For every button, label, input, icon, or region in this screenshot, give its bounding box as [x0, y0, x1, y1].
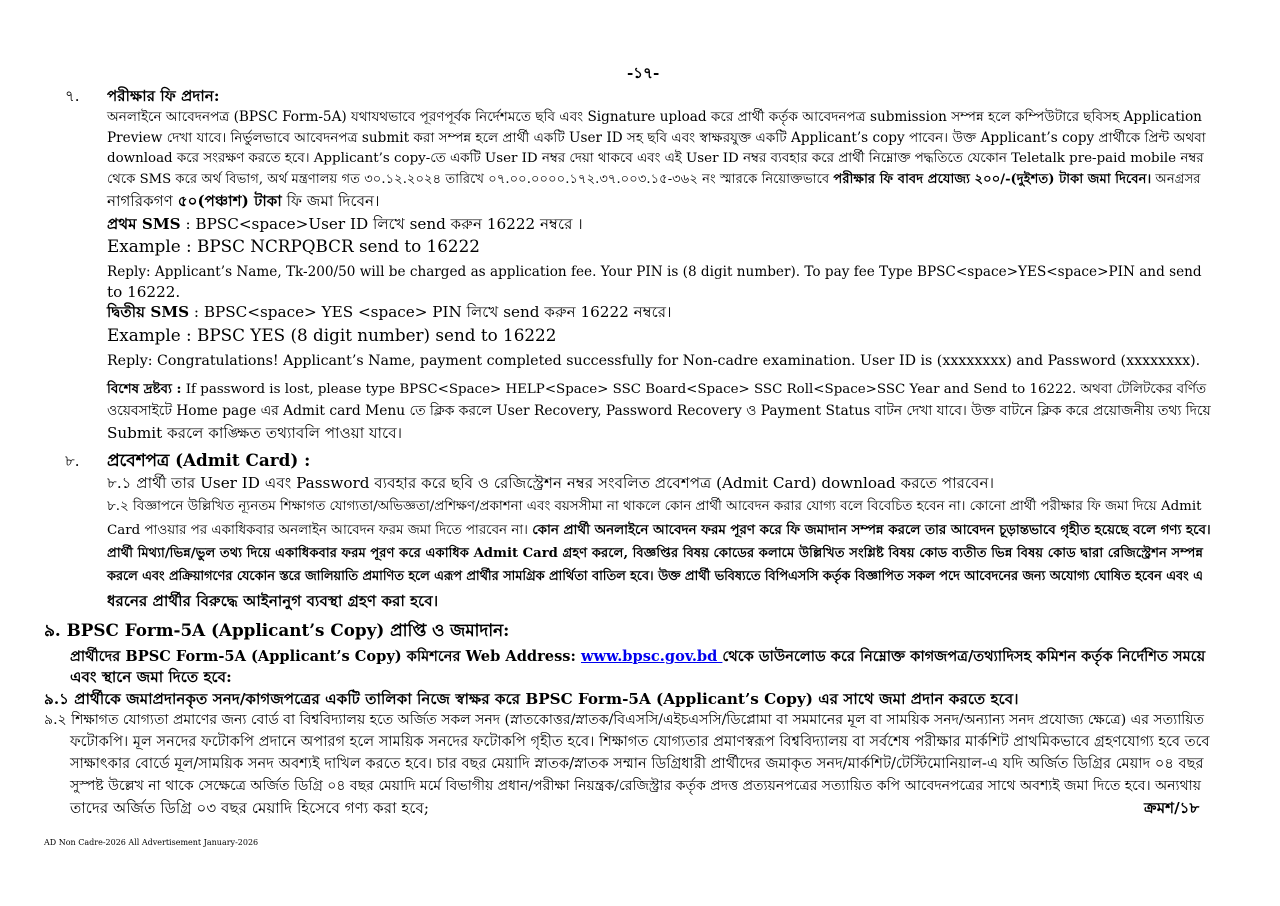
bpsc-website-link[interactable]: www.bpsc.gov.bd: [580, 648, 723, 665]
continued-marker: ক্রমশ/১৮: [1144, 799, 1200, 817]
s8-1-text: ৮.১ প্রার্থী তার User ID এবং Password ব্যবহার করে ছবি ও রেজিস্ট্রেশন নম্বর সংবলিত প্রবেশপত্র (Admit Card) download করতে পারবেন।: [107, 474, 995, 492]
s8-2-line-2: Card পাওয়ার পর একাধিকবার অনলাইন আবেদন ফরম জমা দিতে পারবেন না। কোন প্রার্থী অনলাইনে আবেদন ফরম পূরণ করে ফি জমাদান সম্পন্ন করলে তার আবেদন চূড়ান্তভাবে গৃহীত হয়েছে বলে গণ্য হবে।: [107, 522, 1211, 538]
s8-2-line-5: ধরনের প্রার্থীর বিরুদ্ধে আইনানুগ ব্যবস্থা গ্রহণ করা হবে।: [107, 592, 439, 610]
sms-1-reply-line-1: Reply: Applicant’s Name, Tk-200/50 will be charged as application fee. Your PIN is (8 digit number). To pay fee Type BPSC<space>YES<space>PIN and send: [107, 264, 1202, 280]
special-note-line-3: Submit করলে কাঙ্ক্ষিত তথ্যাবলি পাওয়া যাবে।: [107, 424, 403, 442]
s9-2-line-1: ৯.২ শিক্ষাগত যোগ্যতা প্রমাণের জন্য বোর্ড বা বিশ্ববিদ্যালয় হতে অর্জিত সকল সনদ (স্নাতকোত্তর/স্নাতক/বিএসসি/এইচএসসি/ডিপ্লোমা বা সমমানের মূল বা সাময়িক সনদ/অন্যান্য সনদ প্রযোজ্য ক্ষেত্রে) এর সত্যায়িত: [44, 712, 1205, 728]
s9-1-text: ৯.১ প্রার্থীকে জমাপ্রদানকৃত সনদ/কাগজপত্রের একটি তালিকা নিজে স্বাক্ষর করে BPSC Form-5A (Applicant’s Copy) এর সাথে জমা প্রদান করতে হবে।: [44, 690, 1019, 708]
s7-para-line-1: অনলাইনে আবেদনপত্র (BPSC Form-5A) যথাযথভাবে পূরণপূর্বক নির্দেশমতে ছবি এবং Signature upload করে প্রার্থী কর্তৃক আবেদনপত্র submission সম্পন্ন হলে কম্পিউটারে ছবিসহ Application: [107, 109, 1202, 125]
special-note-line-1: বিশেষ দ্রষ্টব্য : If password is lost, please type BPSC<Space> HELP<Space> SSC Board<Space> SSC Roll<Space>SSC Year and Send to 16222. অথবা টেলিটকের বর্ণিত: [107, 381, 1207, 397]
sms-2-label: দ্বিতীয় SMS: [107, 303, 190, 321]
sms-1-reply-line-2: to 16222.: [107, 283, 181, 301]
s9-2-line-5: তাদের অর্জিত ডিগ্রি ০৩ বছর মেয়াদি হিসেবে গণ্য করা হবে;: [70, 799, 430, 817]
s8-2-line-3: প্রার্থী মিথ্যা/ভিন্ন/ভুল তথ্য দিয়ে একাধিকবার ফরম পূরণ করে একাধিক Admit Card গ্রহণ করলে, বিজ্ঞপ্তির বিষয় কোডের কলামে উল্লিখিত সংশ্লিষ্ট বিষয় কোড ব্যতীত ভিন্ন বিষয় কোড দ্বারা রেজিস্ট্রেশন সম্পন্ন: [107, 546, 1204, 561]
s7-para-line-3: download করে সংরক্ষণ করতে হবে। Applicant’s copy-তে একটি User ID নম্বর দেয়া থাকবে এবং এই User ID নম্বর ব্যবহার করে প্রার্থী নিম্নোক্ত পদ্ধতিতে যেকোন Teletalk pre-paid mobile নম্বর: [107, 151, 1204, 166]
section-7-number: ৭.: [65, 87, 80, 105]
sms-1-example: Example : BPSC NCRPQBCR send to 16222: [107, 236, 480, 256]
sms-1-instruction: প্রথম SMS : BPSC<space>User ID লিখে send করুন 16222 নম্বরে ।: [107, 215, 583, 233]
s9-2-line-2: ফটোকপি। মূল সনদের ফটোকপি প্রদানে অপারগ হলে সাময়িক সনদের ফটোকপি গৃহীত হবে। শিক্ষাগত যোগ্যতার প্রমাণস্বরূপ বিশ্ববিদ্যালয় বা সর্বশেষ পরীক্ষার মার্কশিট প্রাথমিকভাবে গ্রহণযোগ্য হবে তবে: [70, 733, 1210, 750]
page-number: -১৭-: [627, 64, 660, 82]
s8-2-line-4: করলে এবং প্রক্রিয়াগণের যেকোন স্তরে জালিয়াতি প্রমাণিত হলে এরূপ প্রার্থীর সামগ্রিক প্রার্থিতা বাতিল হবে। উক্ত প্রার্থী ভবিষ্যতে বিপিএসসি কর্তৃক বিজ্ঞাপিত সকল পদে আবেদনের জন্য অযোগ্য ঘোষিত হবেন এবং এ: [107, 569, 1203, 584]
s9-intro-line-2: এবং স্থানে জমা দিতে হবে:: [70, 668, 232, 686]
s9-2-line-4: সুস্পষ্ট উল্লেখ না থাকে সেক্ষেত্রে অর্জিত ডিগ্রি ০৪ বছর মেয়াদি মর্মে বিভাগীয় প্রধান/পরীক্ষা নিয়ন্ত্রক/রেজিস্ট্রার কর্তৃক প্রদত্ত প্রত্যয়নপত্রের সত্যায়িত কপি আবেদনপত্রের সাথে অবশ্যই জমা দিতে হবে। অন্যথায়: [70, 778, 1201, 794]
special-note-label: বিশেষ দ্রষ্টব্য :: [107, 381, 182, 397]
s7-para-line-5: নাগরিকগণ ৫০(পঞ্চাশ) টাকা ফি জমা দিবেন।: [107, 192, 380, 210]
s9-intro-line-1: প্রার্থীদের BPSC Form-5A (Applicant’s Copy) কমিশনের Web Address: www.bpsc.gov.bd থেকে ডাউনলোড করে নিম্নোক্ত কাগজপত্র/তথ্যাদিসহ কমিশন কর্তৃক নির্দেশিত সময়ে: [70, 648, 1206, 665]
special-note-line-2: ওয়েবসাইটে Home page এর Admit card Menu তে ক্লিক করলে User Recovery, Password Recovery ও Payment Status বাটন দেখা যাবে। উক্ত বাটনে ক্লিক করে প্রয়োজনীয় তথ্য দিয়ে: [107, 403, 1211, 419]
sms-1-label: প্রথম SMS: [107, 215, 181, 233]
section-8-heading: প্রবেশপত্র (Admit Card) :: [107, 450, 311, 470]
sms-2-example: Example : BPSC YES (8 digit number) send to 16222: [107, 325, 557, 345]
section-8-number: ৮.: [65, 452, 80, 470]
sms-2-instruction: দ্বিতীয় SMS : BPSC<space> YES <space> PIN লিখে send করুন 16222 নম্বরে।: [107, 303, 672, 321]
footer-text: AD Non Cadre-2026 All Advertisement January-2026: [44, 838, 259, 847]
section-9-heading: ৯. BPSC Form-5A (Applicant’s Copy) প্রাপ্তি ও জমাদান:: [44, 620, 510, 640]
section-7-heading: পরীক্ষার ফি প্রদান:: [107, 87, 220, 105]
s9-2-line-3: সাক্ষাৎকার বোর্ডে মূল/সাময়িক সনদ অবশ্যই দাখিল করতে হবে। চার বছর মেয়াদি স্নাতক/স্নাতক সম্মান ডিগ্রিধারী প্রার্থীদের জমাকৃত সনদ/মার্কশিট/টেস্টিমোনিয়াল-এ যদি অর্জিত ডিগ্রির মেয়াদ ০৪ বছর: [70, 755, 1204, 772]
sms-2-reply: Reply: Congratulations! Applicant’s Name, payment completed successfully for Non-cadre examination. User ID is (xxxxxxxx) and Password (xxxxxxxx).: [107, 353, 1201, 369]
s7-para-line-2: Preview দেখা যাবে। নির্ভুলভাবে আবেদনপত্র submit করা সম্পন্ন হলে প্রার্থী একটি User ID সহ ছবি এবং স্বাক্ষরযুক্ত একটি Applicant’s copy পাবেন। উক্ত Applicant’s copy প্রার্থীকে প্রিন্ট অথবা: [107, 130, 1206, 146]
s7-para-line-4: থেকে SMS করে অর্থ বিভাগ, অর্থ মন্ত্রণালয় গত ৩০.১২.২০২৪ তারিখে ০৭.০০.০০০০.১৭২.৩৭.০০৩.১৫-৩৬২ নং স্মারকে নিয়োক্তভাবে পরীক্ষার ফি বাবদ প্রযোজ্য ২০০/-(দুইশত) টাকা জমা দিবেন। অনগ্রসর: [107, 172, 1201, 187]
s8-2-line-1: ৮.২ বিজ্ঞাপনে উল্লিখিত ন্যূনতম শিক্ষাগত যোগ্যতা/অভিজ্ঞতা/প্রশিক্ষণ/প্রকাশনা এবং বয়সসীমা না থাকলে কোন প্রার্থী আবেদন করার যোগ্য বলে বিবেচিত হবেন না। কোনো প্রার্থী পরীক্ষার ফি জমা দিয়ে Admit: [107, 499, 1202, 514]
